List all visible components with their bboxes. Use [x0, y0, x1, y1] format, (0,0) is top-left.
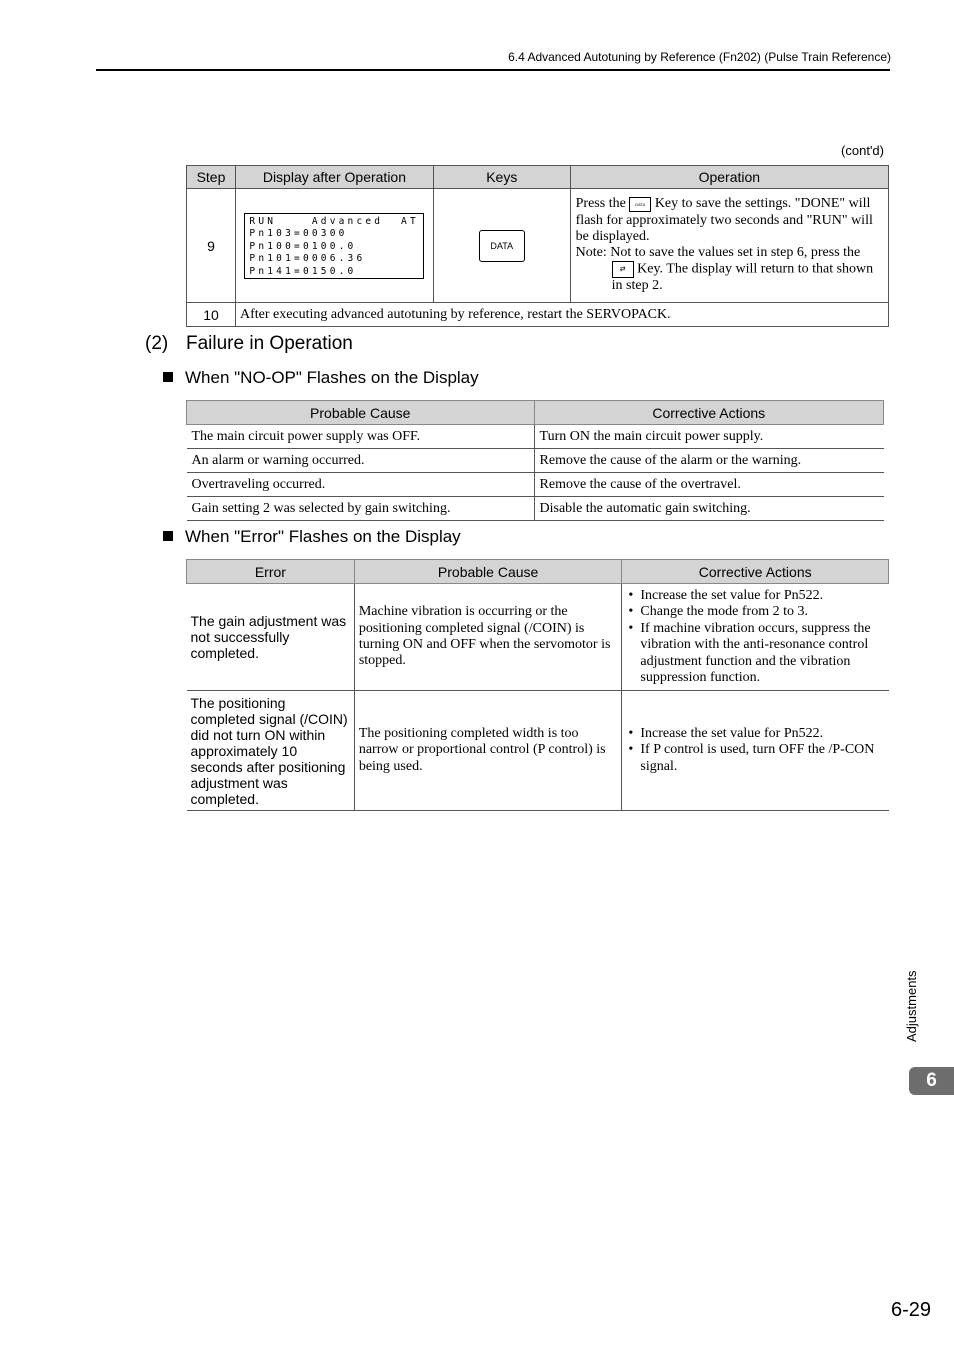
action-cell: Remove the cause of the alarm or the warning.: [534, 449, 883, 473]
operation-cell: [570, 189, 888, 303]
step-number: 10: [187, 303, 236, 327]
column-header: Display after Operation: [235, 166, 433, 189]
subsection-heading: [163, 527, 461, 547]
subsection-title: When "NO-OP" Flashes on the Display: [185, 368, 479, 387]
section-number: (2): [145, 333, 169, 354]
action-cell: Remove the cause of the overtravel.: [534, 473, 883, 497]
error-table: [186, 559, 889, 811]
table-row: [187, 449, 884, 473]
section-title: Failure in Operation: [186, 333, 353, 354]
noop-table: [186, 400, 884, 521]
table-row: [187, 691, 889, 811]
column-header: Keys: [433, 166, 570, 189]
step-number: 9: [187, 189, 236, 303]
data-key-icon: DATA: [479, 230, 525, 262]
header-rule: [96, 69, 890, 71]
section-heading: [145, 333, 353, 355]
error-cell: The gain adjustment was not successfully completed.: [187, 584, 355, 691]
actions-cell: [622, 584, 889, 691]
list-item: • Change the mode from 2 to 3.: [626, 604, 884, 621]
note-text: Note: Not to save the values set in step 6, press the: [575, 245, 861, 261]
action-cell: Turn ON the main circuit power supply.: [534, 425, 883, 449]
column-header: Corrective Actions: [622, 560, 889, 584]
table-row: [187, 497, 884, 521]
step-text: After executing advanced autotuning by reference, restart the SERVOPACK.: [235, 303, 888, 327]
column-header: Probable Cause: [354, 560, 622, 584]
page-number: 6-29: [890, 1299, 931, 1321]
actions-cell: [622, 691, 889, 811]
error-cell: The positioning completed signal (/COIN) did not turn ON within approximately 10 seconds after positioning adjustment was completed.: [187, 691, 355, 811]
cause-cell: The positioning completed width is too narrow or proportional control (P control) is being used.: [354, 691, 622, 811]
column-header: Corrective Actions: [534, 401, 883, 425]
column-header: Operation: [570, 166, 888, 189]
table-header-row: [187, 166, 889, 189]
cause-cell: Machine vibration is occurring or the positioning completed signal (/COIN) is turning ON and OFF when the servomotor is stopped.: [354, 584, 622, 691]
display-line: Pn101=0006.36: [249, 253, 366, 264]
operator-display: [244, 213, 424, 279]
cause-cell: Gain setting 2 was selected by gain switching.: [187, 497, 535, 521]
action-cell: Disable the automatic gain switching.: [534, 497, 883, 521]
table-header-row: [187, 401, 884, 425]
subsection-title: When "Error" Flashes on the Display: [185, 527, 461, 546]
list-item: • Increase the set value for Pn522.: [626, 588, 884, 605]
continued-label: (cont'd): [841, 143, 884, 158]
column-header: Error: [187, 560, 355, 584]
display-line: Pn103=00300: [249, 228, 348, 239]
display-line: Pn100=0100.0: [249, 240, 357, 252]
operation-text: Key to save the settings. "DONE" will flash for approximately two seconds and "RUN" will be displayed.: [575, 196, 873, 244]
list-item: • Increase the set value for Pn522.: [626, 726, 884, 743]
square-bullet-icon: [163, 372, 173, 382]
table-header-row: [187, 560, 889, 584]
table-row: [187, 473, 884, 497]
display-cell: [235, 189, 433, 303]
square-bullet-icon: [163, 531, 173, 541]
table-row: [187, 303, 889, 327]
note-continuation: [576, 261, 883, 294]
table-row: [187, 189, 889, 303]
steps-table: [186, 165, 889, 327]
table-row: [187, 584, 889, 691]
chapter-side-text: Adjustments: [904, 970, 919, 1042]
operation-text: Press the: [575, 196, 626, 212]
chapter-tab: 6: [909, 1067, 954, 1095]
table-row: [187, 425, 884, 449]
column-header: Step: [187, 166, 236, 189]
cause-cell: An alarm or warning occurred.: [187, 449, 535, 473]
mode-set-key-icon: ⇄: [612, 261, 634, 278]
keys-cell: [433, 189, 570, 303]
cause-cell: Overtraveling occurred.: [187, 473, 535, 497]
note-text: Key. The display will return to that shown in step 2.: [611, 262, 874, 294]
data-key-icon: DATA: [629, 197, 651, 212]
column-header: Probable Cause: [187, 401, 535, 425]
display-line: Pn141=0150.0: [249, 265, 357, 277]
cause-cell: The main circuit power supply was OFF.: [187, 425, 535, 449]
list-item: • If machine vibration occurs, suppress the vibration with the anti-resonance control adjustment function and the vibration suppression function.: [626, 621, 884, 687]
subsection-heading: [163, 368, 479, 388]
list-item: • If P control is used, turn OFF the /P-CON signal.: [626, 742, 884, 775]
display-line: RUN Advanced AT: [249, 215, 419, 227]
running-header: 6.4 Advanced Autotuning by Reference (Fn202) (Pulse Train Reference): [508, 50, 891, 64]
